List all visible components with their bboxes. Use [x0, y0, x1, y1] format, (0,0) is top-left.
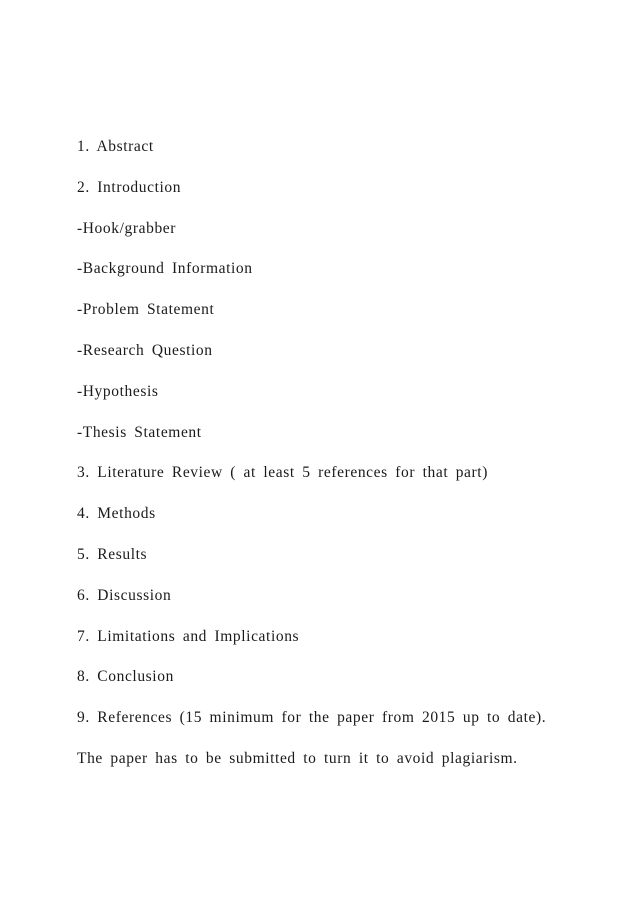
outline-item-conclusion: 8. Conclusion — [77, 668, 174, 686]
outline-subitem-background: -Background Information — [77, 260, 253, 278]
outline-item-methods: 4. Methods — [77, 505, 156, 523]
outline-item-discussion: 6. Discussion — [77, 586, 172, 604]
outline-subitem-hook: -Hook/grabber — [77, 219, 177, 237]
outline-item-literature-review: 3. Literature Review ( at least 5 references for that part) — [77, 464, 488, 482]
outline-list — [77, 137, 617, 790]
outline-subitem-hypothesis: -Hypothesis — [77, 382, 159, 400]
outline-item-limitations: 7. Limitations and Implications — [77, 627, 300, 645]
submission-note: The paper has to be submitted to turn it to avoid plagiarism. — [77, 749, 518, 767]
outline-item-introduction: 2. Introduction — [77, 178, 182, 196]
outline-item-results: 5. Results — [77, 545, 148, 563]
outline-subitem-problem-statement: -Problem Statement — [77, 301, 215, 319]
outline-subitem-thesis-statement: -Thesis Statement — [77, 423, 202, 441]
outline-subitem-research-question: -Research Question — [77, 341, 213, 359]
outline-item-abstract: 1. Abstract — [77, 138, 154, 155]
outline-item-references: 9. References (15 minimum for the paper from 2015 up to date). — [77, 709, 547, 727]
